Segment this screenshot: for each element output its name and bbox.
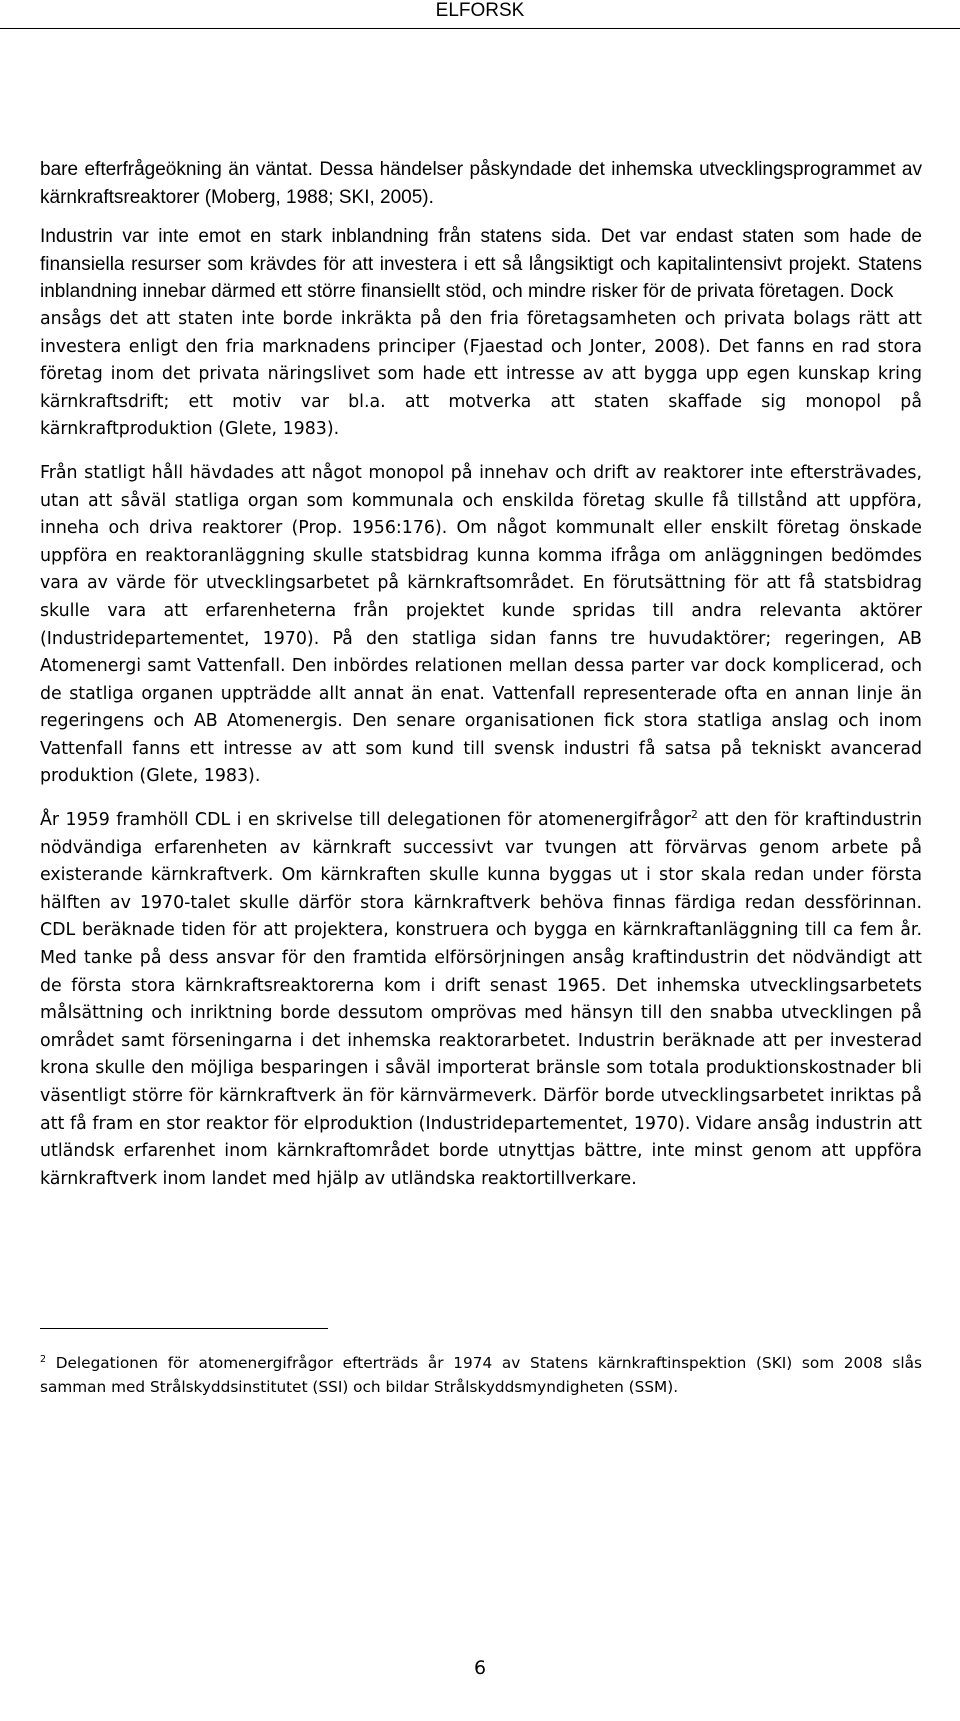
footnote-number: 2 (40, 1353, 47, 1365)
page-header (0, 0, 960, 30)
footnote-ref: 2 (690, 808, 698, 822)
footnote-rule (40, 1328, 328, 1329)
body-text (40, 156, 922, 1193)
paragraph-3: Från statligt håll hävdades att något monopol på innehav och drift av reaktorer inte eftersträvades, utan att såväl statliga organ som kommunala och enskilda företag skulle få tillstånd att uppföra, inneha och driva reaktorer (Prop. 1956:176). Om något kommunalt eller enskilt företag önskade uppföra en reaktoranläggning skulle statsbidrag kunna komma ifråga om anläggningen bedömdes vara av värde för utvecklingsarbetet på kärnkraftsområdet. En förutsättning för att få statsbidrag skulle vara att erfarenheterna från projektet kunde spridas till andra relevanta aktörer (Industridepartementet, 1970). På den statliga sidan fanns tre huvudaktörer; regeringen, AB Atomenergi samt Vattenfall. Den inbördes relationen mellan dessa parter var dock komplicerad, och de statliga organen uppträdde allt annat än enat. Vattenfall representerade ofta en annan linje än regeringens och AB Atomenergis. Den senare organisationen fick stora statliga anslag och inom Vattenfall fanns ett intresse av att som kund till svensk industri få satsa på tekniskt avancerad produktion (Glete, 1983). (40, 462, 922, 787)
paragraph-4-rest: att den för kraftindustrin nödvändiga erfarenheten av kärnkraft successivt var tvungen att förvärvas genom arbete på existerande kärnkraftverk. Om kärnkraften skulle kunna byggas ut i stor skala redan under första hälften av 1970-talet skulle därför stora kärnkraftverk behöva finnas färdiga redan dessförinnan. CDL beräknade tiden för att projektera, konstruera och bygga en kärnkraftanläggning till ca fem år. Med tanke på dess ansvar för den framtida elförsörjningen ansåg kraftindustrin det nödvändigt att de första stora kärnkraftsreaktorerna kom i drift senast 1965. Det inhemska utvecklingsarbetets målsättning och inriktning borde dessutom omprövas med hänsyn till den snabba utvecklingen på området samt förseningarna i det inhemska reaktorarbetet. Industrin beräknade att per investerad krona skulle den möjliga besparingen i såväl importerat bränsle som totala produktionskostnader bli väsentligt större för kärnkraftverk än för kärnvärmeverk. Därför borde utvecklingsarbetet inriktas på att få fram en stor reaktor för elproduktion (Industridepartementet, 1970). Vidare ansåg industrin att utländsk erfarenhet inom kärnkraftområdet borde utnyttjas bättre, inte minst genom att uppföra kärnkraftverk inom landet med hjälp av utländska reaktortillverkare. (40, 810, 922, 1189)
paragraph-4-start: År 1959 framhöll CDL i en skrivelse till delegationen för atomenergifrågor (40, 810, 691, 831)
header-title: ELFORSK (435, 0, 525, 21)
header-rule (0, 28, 960, 29)
page-number: 6 (473, 1657, 487, 1679)
paragraph-2a: Industrin var inte emot en stark inblandning från statens sida. Det var endast staten som hade de finansiella resurser som krävdes för att investera i ett så långsiktigt och kapitalintensivt projekt. Statens inblandning innebar därmed ett större finansiellt stöd, och mindre risker för de privata företagen. Dock (40, 226, 922, 303)
footnote-text: Delegationen för atomenergifrågor efterträds år 1974 av Statens kärnkraftinspektion (SKI) som 2008 slås samman med Strålskyddsinstitutet (SSI) och bildar Strålskyddsmyndigheten (SSM). (40, 1354, 922, 1396)
paragraph-2b: ansågs det att staten inte borde inkräkta på den fria företagsamheten och privata bolags rätt att investera enligt den fria marknadens principer (Fjaestad och Jonter, 2008). Det fanns en rad stora företag inom det privata näringslivet som hade ett intresse av att bygga upp egen kunskap kring kärnkraftsdrift; ett motiv var bl.a. att motverka att staten skaffade sig monopol på kärnkraftproduktion (Glete, 1983). (40, 308, 922, 440)
paragraph-1: bare efterfrågeökning än väntat. Dessa händelser påskyndade det inhemska utvecklingsprogrammet av kärnkraftsreaktorer (Moberg, 1988; SKI, 2005). (40, 159, 922, 208)
footnote (40, 1351, 922, 1399)
paragraph-4 (40, 807, 922, 1193)
